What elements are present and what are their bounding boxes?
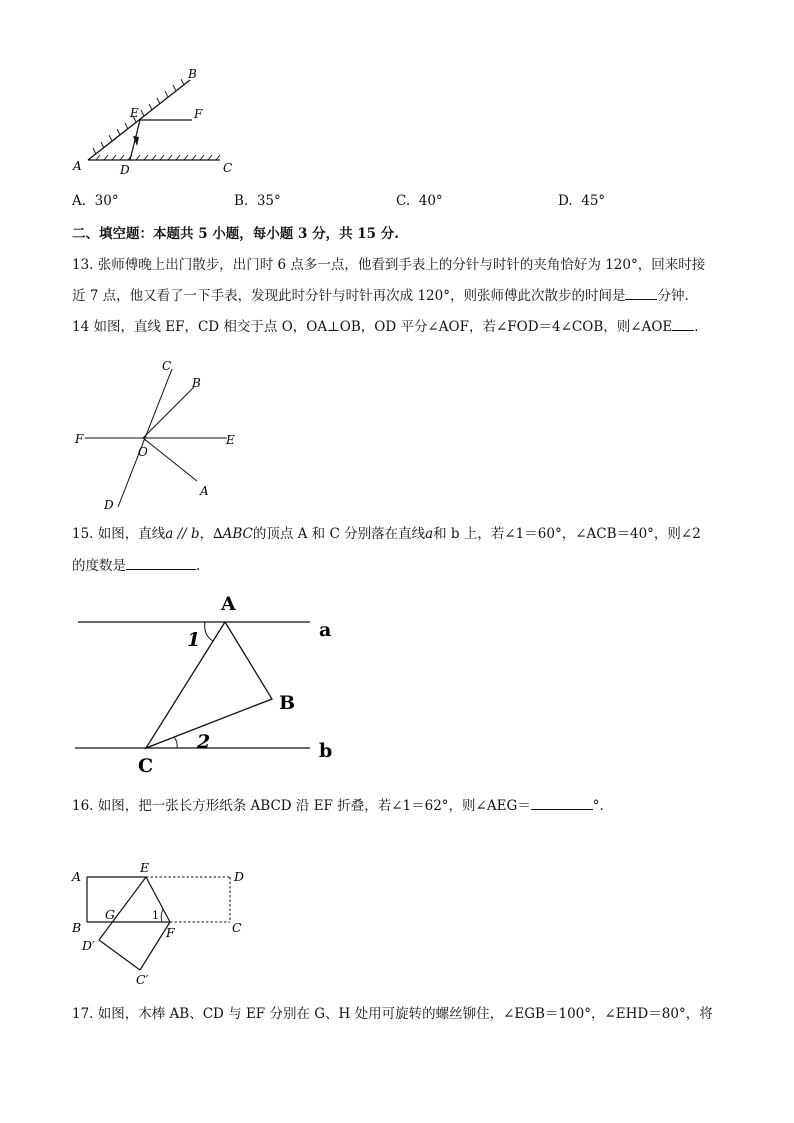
angle-2-arc [174,737,177,748]
option-d-letter: D. [558,193,573,209]
q15-text-2: ， [199,526,214,542]
angle-1-arc [205,622,213,641]
q15-text-4: 和 b 上，若∠1＝60°，∠ACB＝40°，则∠2 [433,526,701,542]
label-e: E [140,860,150,875]
q13-line2-end: 分钟. [657,288,689,304]
q16-text-main: 16. 如图，把一张长方形纸条 ABCD 沿 EF 折叠，若∠1＝62°，则∠AEG＝ [72,798,531,814]
ray-ob [143,387,194,438]
label-line-a: a [319,619,332,641]
option-b[interactable] [234,193,281,209]
q15-parallel: a // b [165,526,200,542]
label-c: C [223,161,233,175]
label-a: A [73,159,82,173]
label-d: D [234,869,245,884]
label-c: C [232,920,242,935]
label-o: O [138,445,148,459]
hatching-ac [96,155,220,160]
q13-line1: 13. 张师傅晚上出门散步，出门时 6 点多一点，他看到手表上的分针与时针的夹角恰好为 120°，回来时接 [72,257,706,273]
q14-text-end: . [694,319,699,335]
q16-text-end: °. [592,798,604,814]
label-c-vertex: C [138,755,154,777]
triangle-abc [146,622,272,748]
label-b-vertex: B [279,692,296,714]
figure-q14 [70,355,250,515]
q15-text-3: 的顶点 A 和 C 分别落在直线 [252,526,426,542]
option-b-value: 35° [256,193,281,209]
label-line-b: b [319,740,333,762]
segment-dp-cp [99,940,140,970]
q15-line2 [72,555,200,576]
label-e: E [226,433,235,447]
q15-line1 [72,524,701,544]
q15-answer-blank[interactable] [126,555,196,570]
q15-triangle: ∆ABC [213,526,253,542]
label-d: D [104,498,114,512]
q17-text: 17. 如图，木棒 AB、CD 与 EF 分别在 G、H 处用可旋转的螺丝铆住，∠EGB＝100°，∠EHD＝80°，将 [72,1006,713,1022]
label-f: F [166,925,175,940]
label-f: F [75,432,84,446]
option-a[interactable] [72,193,119,209]
option-d-value: 45° [581,193,606,209]
option-c[interactable] [396,193,443,209]
label-angle-1: 1 [187,629,201,651]
option-c-letter: C. [396,193,411,209]
q15-text-1: 15. 如图，直线 [72,526,166,542]
label-e: E [130,106,139,120]
q13-line2-text: 近 7 点，他又看了一下手表，发现此时分针与时针再次成 120°，则张师傅此次散步的时间是 [72,288,626,304]
figure-q15 [70,585,350,785]
q16-answer-blank[interactable] [531,795,593,810]
label-a-vertex: A [221,593,236,615]
label-c-prime: C′ [136,972,149,987]
q15-line-a: a [425,526,434,542]
q13-answer-blank[interactable] [625,285,657,300]
figure-q16 [66,858,266,988]
q14-text [72,316,699,337]
q15-line2-end: . [196,558,201,574]
q15-line2-text: 的度数是 [72,558,126,574]
option-d[interactable] [558,193,605,209]
option-a-value: 30° [94,193,119,209]
label-d: D [120,163,130,177]
option-b-letter: B. [234,193,249,209]
label-f: F [194,107,203,121]
q14-answer-blank[interactable] [672,316,694,331]
figure-q12 [60,60,250,180]
label-a: A [200,484,209,498]
q13-line2 [72,285,689,306]
ray-oa [143,438,197,481]
label-b: B [72,920,82,935]
angle-1-arc [161,909,163,922]
label-c: C [162,359,172,373]
q14-text-main: 14 如图，直线 EF，CD 相交于点 O，OA⊥OB，OD 平分∠AOF，若∠FOD＝4∠COB，则∠AOE [72,319,673,335]
option-c-value: 40° [418,193,443,209]
label-g: G [105,907,115,922]
option-a-letter: A. [72,193,87,209]
label-b: B [192,376,201,390]
label-angle-2: 2 [197,731,211,753]
q16-text [72,795,604,816]
label-d-prime: D′ [82,938,95,953]
section-2-title: 二、填空题：本题共 5 小题，每小题 3 分，共 15 分. [72,226,399,242]
label-angle-1: 1 [152,909,159,922]
label-b: B [188,67,197,81]
label-a: A [72,869,82,884]
